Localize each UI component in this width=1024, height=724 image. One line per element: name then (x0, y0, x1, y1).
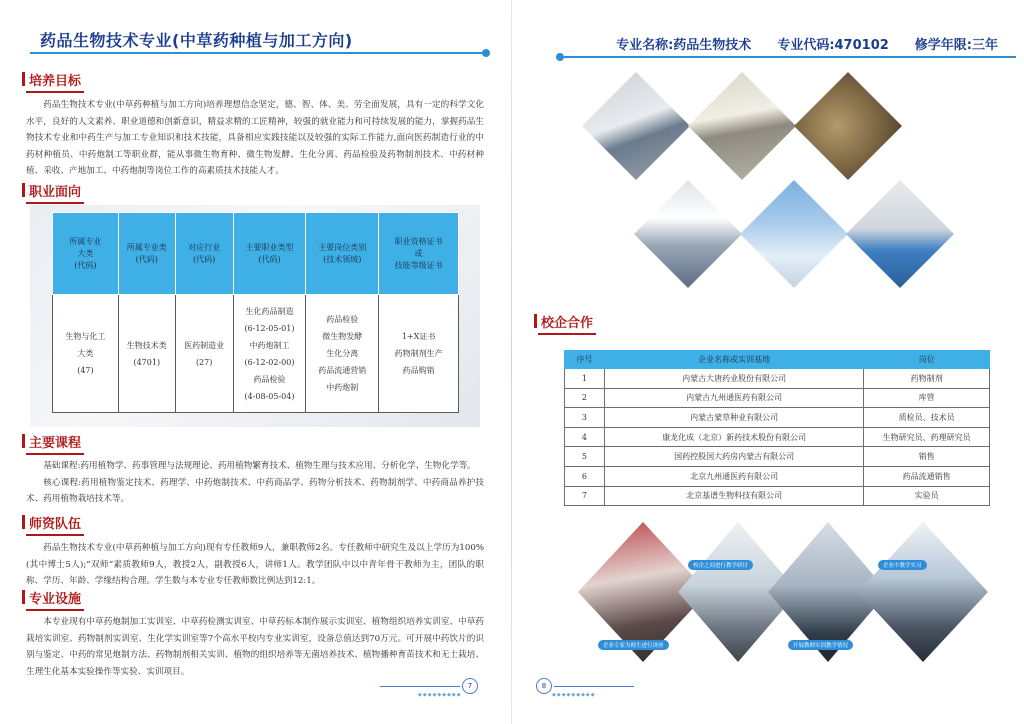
career-header-cell: 职业资格证书 或 技能等级证书 (379, 213, 459, 295)
lab-photo-5 (740, 180, 848, 288)
facilities-text: 本专业现有中草药炮制加工实训室、中草药检测实训室、中草药标本制作展示实训室、植物组织培养实训室、中草药栽培实训室、药物制剂实训室、生化学实训室等7个高水平校内专业实训室，设备总值达到70万元。可开展中药饮片的识别与鉴定、中药的常见炮制方法、药物制剂相关实训、植物的组织培养等无菌培养技术、植物播种育苗技术和无土栽培、生理生化基本实验操作等实验、实训项目。 (26, 617, 484, 677)
collab-caption: 校企之间进行教学研讨 (688, 560, 753, 570)
collab-photo-4 (858, 522, 988, 662)
partner-cell: 国药控股国大药房内蒙古有限公司 (604, 447, 863, 467)
partner-cell: 康龙化成（北京）新药技术股份有限公司 (604, 427, 863, 447)
career-cell: 生化药品制造 (6-12-05-01) 中药炮制工 (6-12-02-00) 药品检验 (4-08-05-04) (233, 295, 306, 413)
partner-cell: 6 (565, 466, 605, 486)
table-row (565, 486, 990, 506)
partner-cell: 2 (565, 388, 605, 408)
partner-cell: 内蒙古蒙草种业有限公司 (604, 408, 863, 428)
goals-paragraph (26, 97, 484, 180)
partner-cell: 1 (565, 369, 605, 389)
major-info (616, 34, 998, 53)
partner-cell: 销售 (864, 447, 990, 467)
lab-photo-4 (634, 180, 742, 288)
career-cell: 医药制造业 (27) (175, 295, 233, 413)
career-header-cell: 对应行业 (代码) (175, 213, 233, 295)
right-page (512, 0, 1024, 724)
table-row (565, 447, 990, 467)
career-table (52, 212, 459, 413)
section-title-faculty: 师资队伍 (26, 513, 84, 536)
partner-cell: 4 (565, 427, 605, 447)
partner-table (564, 350, 990, 506)
courses-paragraph (26, 458, 484, 508)
partner-header-cell: 岗位 (864, 351, 990, 369)
career-header-cell: 所属专业 大类 (代码) (53, 213, 119, 295)
lab-photo-3 (794, 72, 902, 180)
partner-cell: 质检员、技术员 (864, 408, 990, 428)
page-number-line (380, 686, 460, 687)
lab-photo-1 (582, 72, 690, 180)
partner-header-cell: 企业名称或实训基地 (604, 351, 863, 369)
lab-photo-6 (846, 180, 954, 288)
page-number-dots: ◆◆◆◆◆◆◆◆◆ (552, 692, 596, 698)
study-duration: 修学年限:三年 (914, 38, 998, 53)
partner-cell: 生物研究员、药理研究员 (864, 427, 990, 447)
section-title-facilities: 专业设施 (26, 588, 84, 611)
collab-caption: 企业专家为师生进行讲座 (598, 640, 669, 650)
page-title: 药品生物技术专业(中草药种植与加工方向) (40, 31, 353, 50)
table-row (565, 466, 990, 486)
section-title-partners: 校企合作 (538, 312, 596, 335)
page-number-left: 7 (462, 678, 478, 694)
header-divider (30, 52, 482, 54)
faculty-text: 药品生物技术专业(中草药种植与加工方向)现有专任教师9人，兼职教师2名。专任教师中研究生及以上学历为100%(其中博士5人);“双师”素质教师9人，教授2人，副教授6人，讲师1人。教学团队中以中青年骨干教师为主，团队的职称、学历、年龄、学缘结构合理。学生数与本专业专任教师数比例达到12:1。 (26, 543, 484, 586)
section-title-courses: 主要课程 (26, 432, 84, 455)
career-header-cell: 主要岗位类别 (技术领域) (306, 213, 379, 295)
career-row (53, 295, 459, 413)
page-number-right: 8 (536, 678, 552, 694)
major-code: 专业代码:470102 (777, 38, 889, 53)
table-row (565, 388, 990, 408)
courses-basic: 基础课程:药用植物学、药事管理与法规理论、药用植物繁育技术、植物生理与技术应用、分析化学、生物化学等。 (43, 461, 476, 471)
section-title-goals: 培养目标 (26, 70, 84, 93)
partner-cell: 北京九州通医药有限公司 (604, 466, 863, 486)
career-header-cell: 所属专业类 (代码) (118, 213, 175, 295)
collab-caption: 企业中教学实习 (878, 560, 927, 570)
partner-cell: 库管 (864, 388, 990, 408)
header-divider (564, 56, 1016, 58)
lab-photo-2 (688, 72, 796, 180)
major-name: 专业名称:药品生物技术 (616, 38, 752, 53)
partner-cell: 内蒙古大唐药业股份有限公司 (604, 369, 863, 389)
partner-cell: 5 (565, 447, 605, 467)
career-cell: 生物与化工 大类 (47) (53, 295, 119, 413)
collab-caption: 开展教师实训教学情况 (788, 640, 853, 650)
career-header-row (53, 213, 459, 295)
page-number-dots: ◆◆◆◆◆◆◆◆◆ (418, 692, 462, 698)
partner-header-cell: 序号 (565, 351, 605, 369)
partner-header-row (565, 351, 990, 369)
courses-core: 核心课程:药用植物鉴定技术、药理学、中药炮制技术、中药商品学、药物分析技术、药物制剂学、中药商品养护技术、药用植物栽培技术等。 (26, 477, 484, 504)
career-cell: 1+X证书 药物制剂生产 药品购销 (379, 295, 459, 413)
facilities-paragraph (26, 614, 484, 680)
goals-text: 药品生物技术专业(中草药种植与加工方向)培养理想信念坚定，德、智、体、美、劳全面发展，具有一定的科学文化水平，良好的人文素养、职业道德和创新意识，精益求精的工匠精神，较强的就业能力和可持续发展的能力，掌握药品生物技术专业和中药生产与加工专业知识和技术技能，具备相应实践技能以及较强的实际工作能力,面向医药制造行业的中药材种植员、中药炮制工等职业群，能从事微生物育种、微生物发酵、生化分离、药品检验及药物制剂技术、中药材种植、采收、产地加工、中药炮制等岗位工作的高素质技术技能人才。 (26, 100, 484, 176)
career-cell: 药品检验 微生物发酵 生化分离 药品流通营销 中药炮制 (306, 295, 379, 413)
table-row (565, 408, 990, 428)
career-cell: 生物技术类 (4701) (118, 295, 175, 413)
table-row (565, 427, 990, 447)
page-number-line (554, 686, 634, 687)
partner-cell: 实验员 (864, 486, 990, 506)
career-header-cell: 主要职业类型 (代码) (233, 213, 306, 295)
partner-cell: 药品流通销售 (864, 466, 990, 486)
faculty-paragraph (26, 540, 484, 590)
table-row (565, 369, 990, 389)
partner-cell: 内蒙古九州通医药有限公司 (604, 388, 863, 408)
partner-cell: 药物制剂 (864, 369, 990, 389)
partner-cell: 北京基谱生物科技有限公司 (604, 486, 863, 506)
partner-cell: 7 (565, 486, 605, 506)
partner-cell: 3 (565, 408, 605, 428)
section-title-career: 职业面向 (26, 181, 84, 204)
